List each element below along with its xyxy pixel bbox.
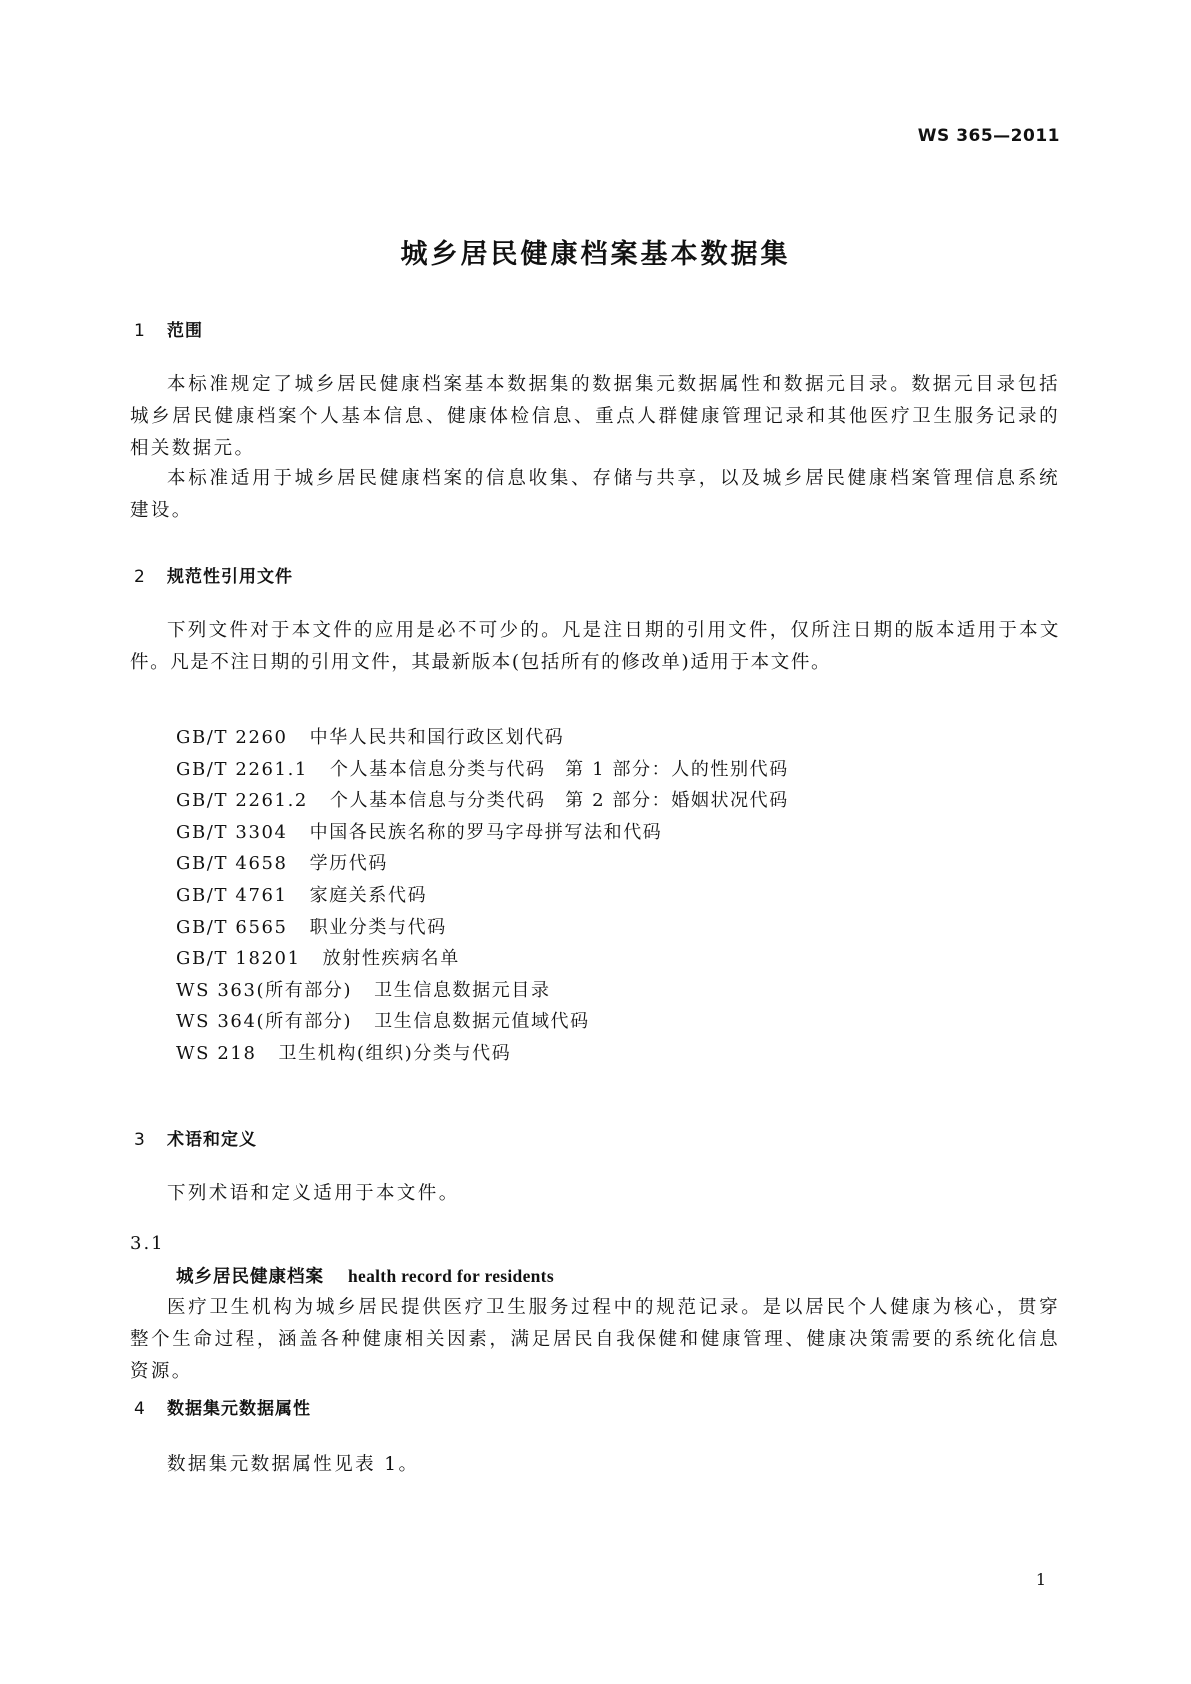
reference-code: GB/T 18201: [176, 948, 301, 970]
section-heading-scope: [134, 316, 203, 341]
terms-intro: 下列术语和定义适用于本文件。: [167, 1183, 460, 1204]
reference-code: GB/T 6565: [176, 916, 288, 938]
reference-item: [176, 975, 789, 1007]
section-title: 术语和定义: [167, 1130, 257, 1150]
reference-title: 职业分类与代码: [309, 916, 447, 938]
section-title: 数据集元数据属性: [167, 1399, 311, 1419]
reference-title: 学历代码: [309, 853, 389, 875]
term-name-zh: 城乡居民健康档案: [176, 1267, 324, 1287]
reference-item: [176, 817, 789, 849]
reference-title: 卫生信息数据元目录: [374, 979, 551, 1001]
reference-title: 家庭关系代码: [309, 884, 428, 906]
reference-title: 中华人民共和国行政区划代码: [309, 727, 565, 748]
reference-title: 个人基本信息分类与代码 第 1 部分：人的性别代码: [329, 758, 789, 780]
section-number: 3: [134, 1130, 146, 1150]
reference-title: 个人基本信息与分类代码 第 2 部分：婚姻状况代码: [329, 790, 789, 812]
scope-paragraph-2: 本标准适用于城乡居民健康档案的信息收集、存储与共享，以及城乡居民健康档案管理信息系统建设。: [130, 468, 1060, 521]
metadata-intro: 数据集元数据属性见表 1。: [167, 1454, 420, 1475]
section-title: 规范性引用文件: [167, 567, 293, 587]
term-definition: 医疗卫生机构为城乡居民提供医疗卫生服务过程中的规范记录。是以居民个人健康为核心，贯穿整个生命过程，涵盖各种健康相关因素，满足居民自我保健和健康管理、健康决策需要的系统化信息资源。: [130, 1297, 1060, 1382]
section-title: 范围: [167, 321, 203, 341]
section-number: 2: [134, 567, 146, 587]
reference-title: 卫生信息数据元值域代码: [374, 1011, 590, 1033]
reference-item: [176, 1038, 789, 1070]
term-heading: [176, 1263, 554, 1288]
section-heading-normative-references: [134, 562, 293, 587]
section-number: 4: [134, 1399, 146, 1419]
section-heading-metadata: [134, 1394, 311, 1419]
reference-item: [176, 722, 789, 754]
standard-code: WS 365—2011: [917, 126, 1060, 146]
reference-title: 卫生机构(组织)分类与代码: [278, 1042, 512, 1064]
reference-item: [176, 785, 789, 817]
section-number: 1: [134, 321, 146, 341]
references-intro: 下列文件对于本文件的应用是必不可少的。凡是注日期的引用文件，仅所注日期的版本适用于本文件。凡是不注日期的引用文件，其最新版本(包括所有的修改单)适用于本文件。: [130, 620, 1060, 673]
term-name-en: health record for residents: [348, 1266, 554, 1286]
reference-item: [176, 754, 789, 786]
reference-code: WS 364(所有部分): [176, 1011, 353, 1033]
reference-title: 中国各民族名称的罗马字母拼写法和代码: [309, 821, 663, 843]
reference-item: [176, 912, 789, 944]
reference-code: GB/T 4761: [176, 884, 288, 906]
reference-code: GB/T 4658: [176, 853, 288, 875]
reference-code: WS 218: [176, 1042, 257, 1064]
reference-list: [176, 722, 789, 1070]
reference-code: GB/T 2261.2: [176, 790, 308, 812]
clause-number: 3.1: [130, 1233, 165, 1254]
section-heading-terms: [134, 1125, 257, 1150]
reference-item: [176, 943, 789, 975]
reference-item: [176, 1006, 789, 1038]
reference-code: GB/T 3304: [176, 821, 288, 843]
reference-code: GB/T 2261.1: [176, 758, 308, 780]
reference-code: WS 363(所有部分): [176, 979, 353, 1001]
reference-title: 放射性疾病名单: [322, 948, 460, 970]
document-title: 城乡居民健康档案基本数据集: [400, 239, 791, 270]
page-number: 1: [1035, 1570, 1046, 1589]
reference-item: [176, 880, 789, 912]
scope-paragraph-1: 本标准规定了城乡居民健康档案基本数据集的数据集元数据属性和数据元目录。数据元目录包括城乡居民健康档案个人基本信息、健康体检信息、重点人群健康管理记录和其他医疗卫生服务记录的相关数据元。: [130, 374, 1060, 459]
reference-item: [176, 848, 789, 880]
reference-code: GB/T 2260: [176, 727, 288, 748]
